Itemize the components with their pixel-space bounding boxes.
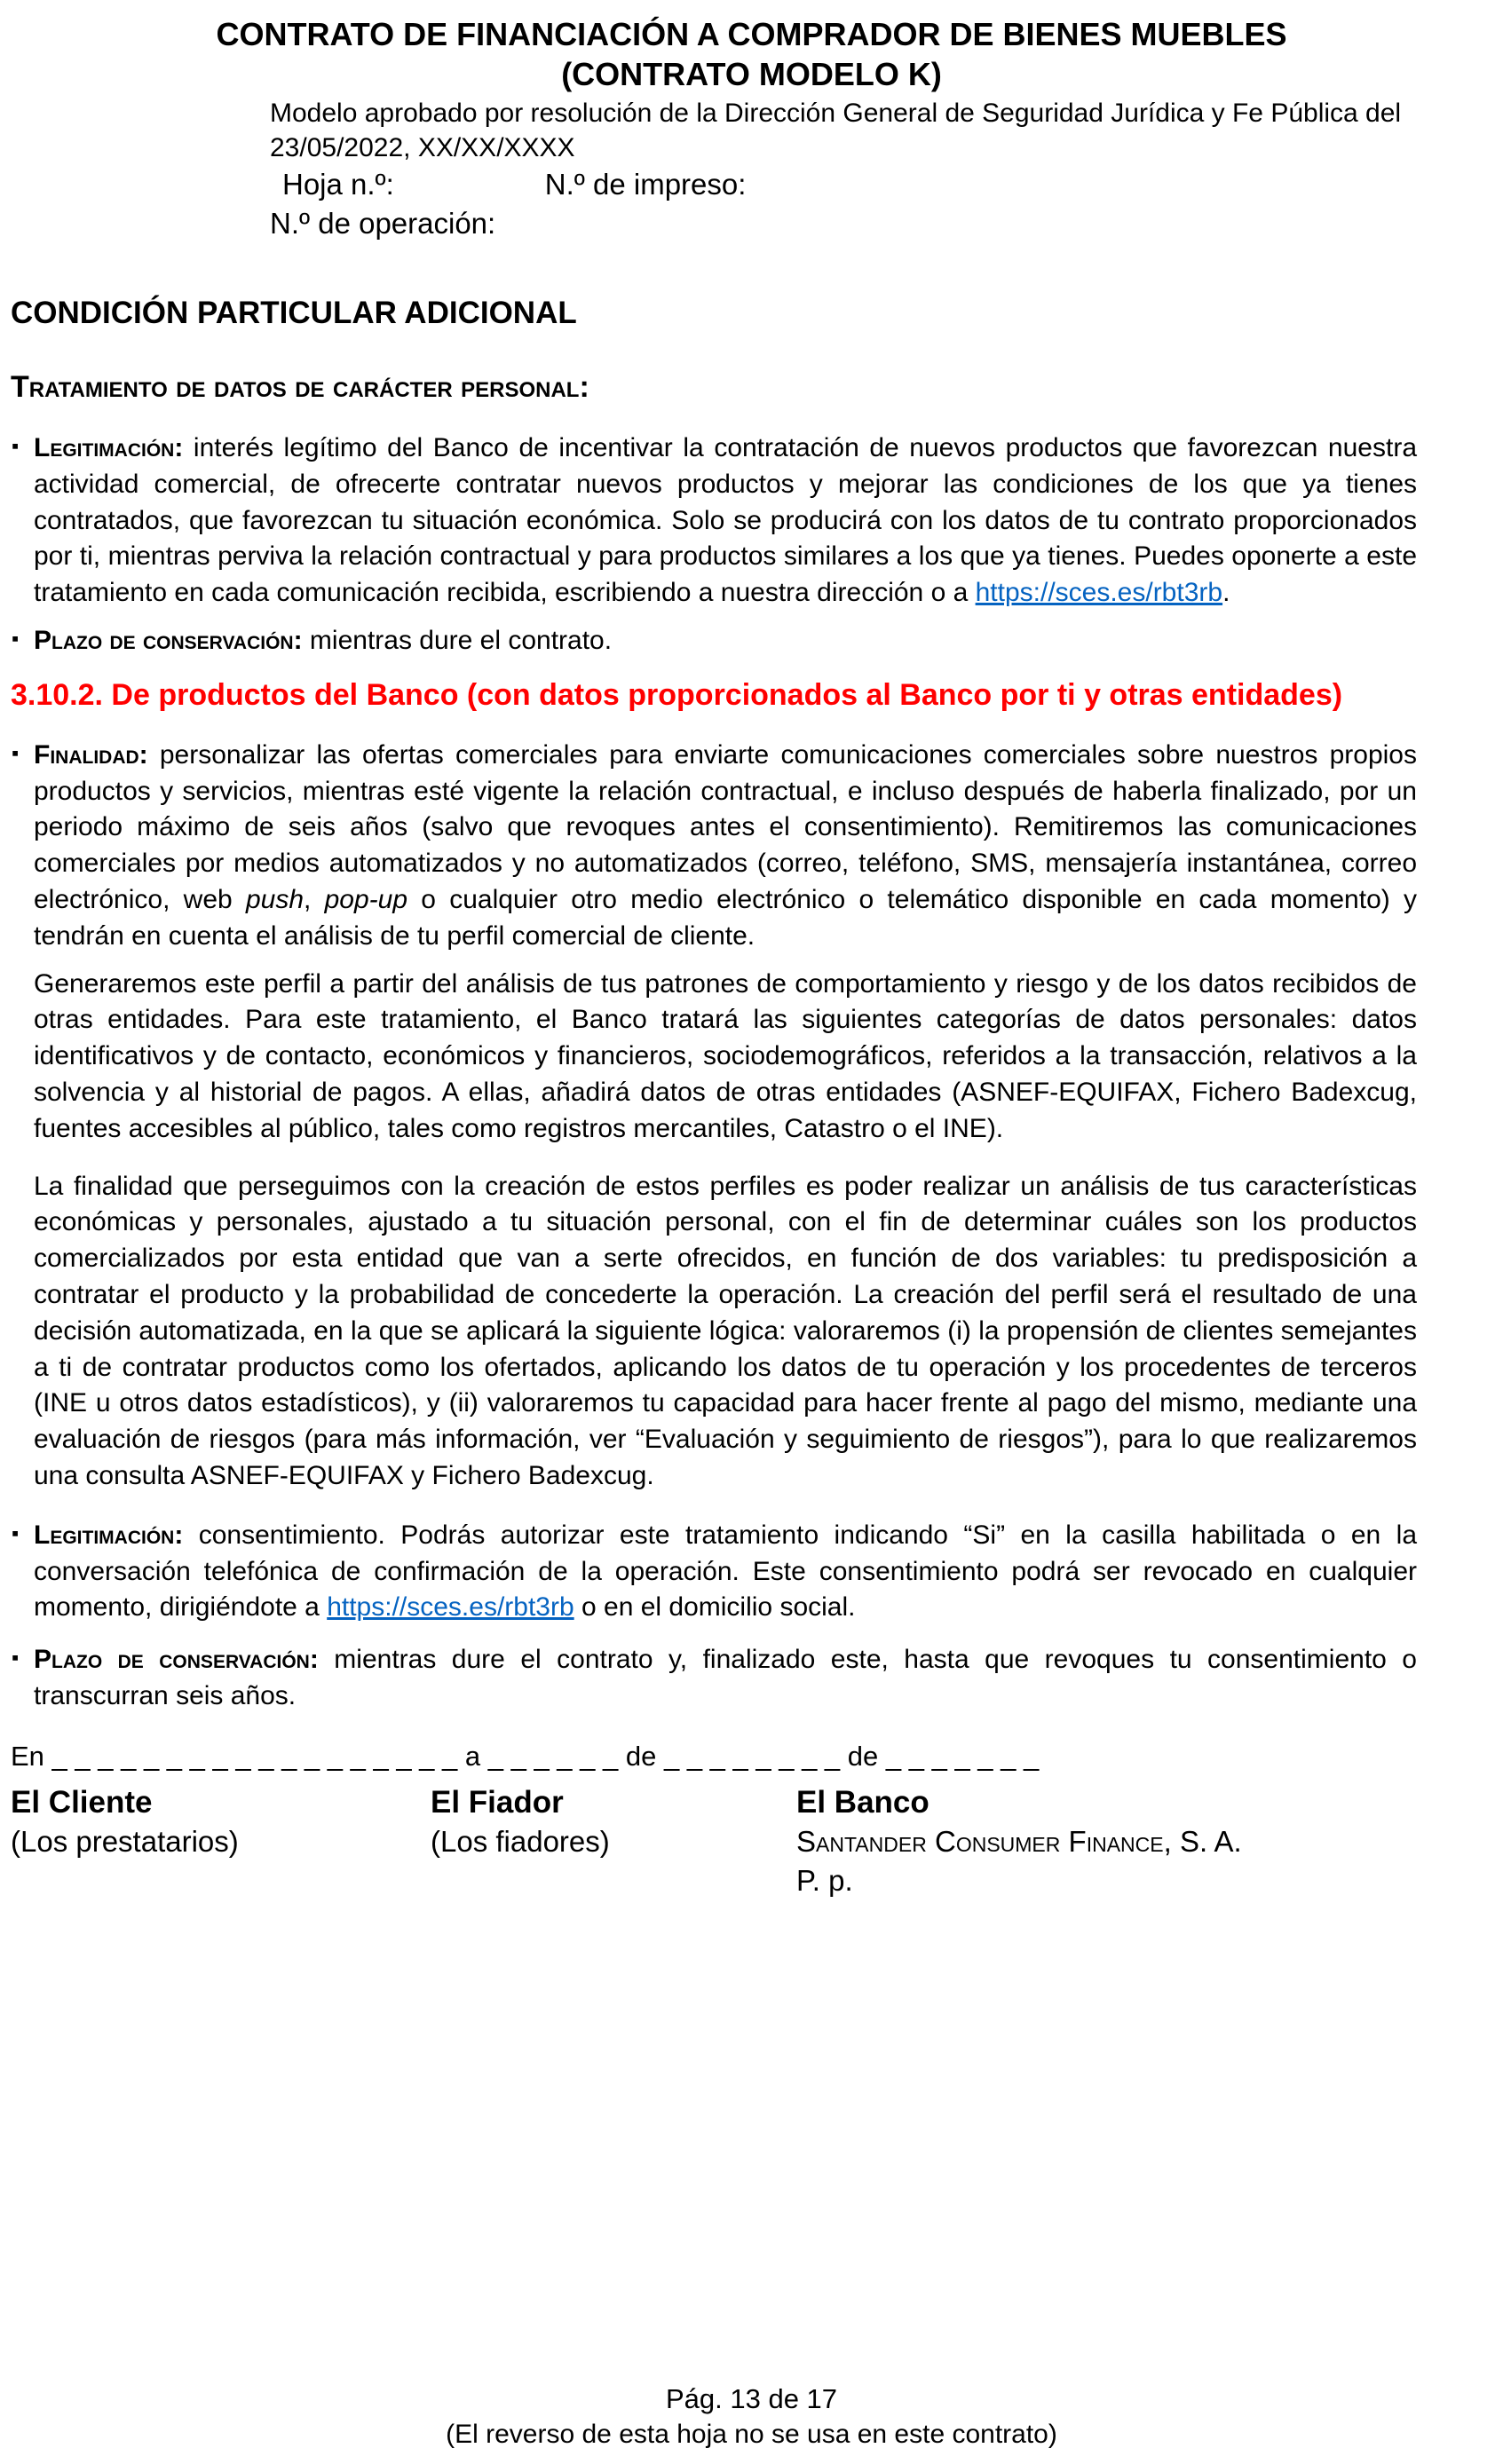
finalidad-popup-term: pop-up — [324, 885, 408, 915]
legitimacion-label-2: Legitimación: — [34, 1520, 184, 1550]
bullet-square-icon: ▪ — [12, 1646, 20, 1670]
plazo-text-2: mientras dure el contrato y, finalizado este, hasta que revoques tu consentimiento o transcurran seis años. — [34, 1645, 1417, 1711]
signature-guarantor — [431, 1782, 610, 1861]
document-title-line1: CONTRATO DE FINANCIACIÓN A COMPRADOR DE BIENES MUEBLES — [216, 16, 1287, 52]
data-treatment-heading: Tratamiento de datos de carácter personal: — [11, 369, 589, 404]
sheet-print-line — [270, 165, 1503, 204]
finalidad-push-term: push — [245, 885, 305, 915]
approval-line2: 23/05/2022, XX/XX/XXXX — [270, 133, 575, 162]
finalidad-label: Finalidad: — [34, 739, 148, 770]
sheet-number-label: Hoja n.º: — [282, 168, 394, 201]
finalidad-text-a: personalizar las ofertas comerciales para enviarte comunicaciones comerciales sobre nuestros propios productos y servicios, mientras esté vigente la relación contractual, e incluso después de haberla finalizado, por un periodo máximo de seis años (salvo que revoques antes el consentimiento). Remitiremos las comunicaciones comerciales por medios automatizados y no automatizados (correo, teléfono, SMS, mensajería instantánea, correo electrónico, web — [34, 739, 1417, 915]
bank-title: El Banco — [796, 1784, 929, 1820]
reverse-side-note: (El reverso de esta hoja no se usa en este contrato) — [446, 2420, 1057, 2449]
guarantor-title: El Fiador — [431, 1784, 564, 1820]
bank-name: Santander Consumer Finance, S. A. — [796, 1825, 1242, 1859]
document-header — [0, 0, 1503, 242]
purpose-paragraph: La finalidad que perseguimos con la creación de estos perfiles es poder realizar un análisis de tus características económicas y personales, ajustado a tu situación personal, con el fin de determinar cuáles son los productos comercializados por esta entidad que van a serte ofrecidos, en función de dos variables: tu predisposición a contratar el producto y la probabilidad de concederte la operación. La creación del perfil será el resultado de una decisión automatizada, en la que se aplicará la siguiente lógica: valoraremos (i) la propensión de clientes semejantes a ti de contratar productos como los ofertados, aplicando los datos de tu operación y los procedentes de terceros (INE u otros datos estadísticos), y (ii) valoraremos tu capacidad para hacer frente al pago del mismo, mediante una evaluación de riesgos (para más información, ver “Evaluación y seguimiento de riesgos”), para lo que realizaremos una consulta ASNEF-EQUIFAX y Fichero Badexcug. — [34, 1171, 1417, 1491]
finalidad-clause — [11, 738, 1417, 955]
finalidad-text-c: o cualquier otro medio electrónico o telemático disponible en cada momento) y tendrán en cuenta el análisis de tu perfil comercial de cliente. — [34, 885, 1417, 951]
operation-line — [270, 204, 1503, 243]
legitimacion-clause-2 — [11, 1518, 1417, 1626]
retention-clause-2 — [11, 1642, 1417, 1715]
sces-link-1[interactable]: https://sces.es/rbt3rb — [975, 578, 1223, 608]
bullet-square-icon: ▪ — [12, 626, 20, 650]
bullet-square-icon: ▪ — [12, 1520, 20, 1544]
signature-block — [11, 1782, 1417, 1951]
page-footer — [0, 2381, 1503, 2452]
approval-line1: Modelo aprobado por resolución de la Dirección General de Seguridad Jurídica y Fe Pública del — [270, 99, 1402, 128]
print-number-label: N.º de impreso: — [544, 168, 747, 201]
contract-body — [0, 292, 1503, 1951]
profile-paragraph: Generaremos este perfil a partir del análisis de tus patrones de comportamiento y riesgo y de los datos recibidos de otras entidades. Para este tratamiento, el Banco tratará las siguientes categorías de datos personales: datos identificativos y de contacto, económicos y financieros, sociodemográficos, referidos a la transacción, relativos a la solvencia y al historial de pagos. A ellas, añadirá datos de otras entidades (ASNEF-EQUIFAX, Fichero Badexcug, fuentes accesibles al público, tales como registros mercantiles, Catastro o el INE). — [34, 968, 1417, 1143]
page-number: Pág. 13 de 17 — [665, 2382, 838, 2414]
signature-bank — [796, 1782, 1242, 1900]
document-title-line2: (CONTRATO MODELO K) — [561, 56, 942, 92]
bullet-square-icon: ▪ — [12, 433, 20, 457]
legitimacion-clause-1 — [11, 430, 1417, 612]
legitimacion-text-1b: . — [1222, 578, 1230, 608]
approval-note — [270, 96, 1503, 242]
client-title: El Cliente — [11, 1784, 153, 1820]
date-fill-in-line: En _ _ _ _ _ _ _ _ _ _ _ _ _ _ _ _ _ _ a _ _ _ _ _ _ de _ _ _ _ _ _ _ _ de _ _ _ _ _ _ _ — [11, 1740, 1040, 1772]
legitimacion-text-1a: interés legítimo del Banco de incentivar la contratación de nuevos productos que favorezcan nuestra actividad comercial, de ofrecerte contratar nuevos productos y mejorar las condiciones de los que ya tienes contratados, que favorezcan tu situación económica. Solo se producirá con los datos de tu contrato proporcionados por ti, mientras perviva la relación contractual y para productos similares a los que ya tienes. Puedes oponerte a este tratamiento en cada comunicación recibida, escribiendo a nuestra dirección o a — [34, 432, 1417, 608]
section-3-10-2-heading: 3.10.2. De productos del Banco (con datos proporcionados al Banco por ti y otras entidades) — [11, 677, 1343, 712]
retention-clause-1 — [11, 623, 1417, 659]
guarantor-subtitle: (Los fiadores) — [431, 1825, 610, 1859]
signature-client — [11, 1782, 239, 1861]
operation-number-label: N.º de operación: — [270, 206, 496, 240]
plazo-label-2: Plazo de conservación: — [34, 1645, 319, 1675]
sces-link-2[interactable]: https://sces.es/rbt3rb — [327, 1592, 574, 1623]
plazo-label-1: Plazo de conservación: — [34, 625, 303, 655]
finalidad-text-b: , — [304, 885, 325, 915]
bank-pp: P. p. — [796, 1864, 853, 1898]
client-subtitle: (Los prestatarios) — [11, 1825, 239, 1859]
legitimacion-label-1: Legitimación: — [34, 432, 184, 462]
legitimacion-text-2b: o en el domicilio social. — [574, 1592, 856, 1623]
legitimacion-text-2a: consentimiento. Podrás autorizar este tratamiento indicando “Si” en la casilla habilitada o en la conversación telefónica de confirmación de la operación. Este consentimiento podrá ser revocado en cualquier momento, dirigiéndote a — [34, 1520, 1417, 1623]
additional-condition-heading: CONDICIÓN PARTICULAR ADICIONAL — [11, 296, 577, 331]
plazo-text-1: mientras dure el contrato. — [302, 625, 613, 655]
bullet-square-icon: ▪ — [12, 740, 20, 764]
